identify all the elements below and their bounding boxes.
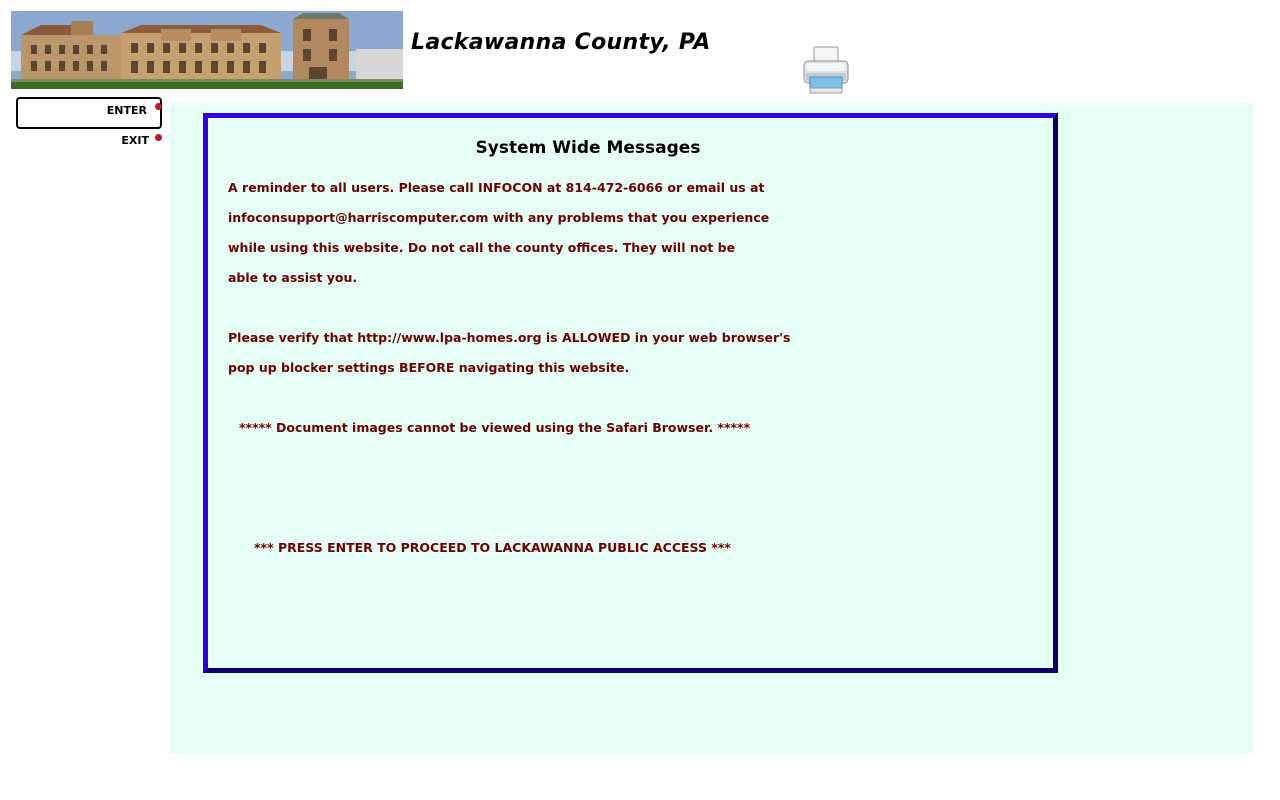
message-line: infoconsupport@harriscomputer.com with any problems that you experience <box>228 210 770 225</box>
safari-warning: ***** Document images cannot be viewed using the Safari Browser. ***** <box>239 420 751 435</box>
printer-icon[interactable] <box>800 44 852 96</box>
message-line: able to assist you. <box>228 270 358 285</box>
messages-title: System Wide Messages <box>475 138 701 158</box>
nav-bullet-icon <box>155 103 162 110</box>
nav-enter-button[interactable] <box>16 97 162 129</box>
nav-exit-label: EXIT <box>121 134 149 147</box>
nav-enter-label: ENTER <box>106 104 147 117</box>
proceed-instruction: *** PRESS ENTER TO PROCEED TO LACKAWANNA PUBLIC ACCESS *** <box>254 540 731 555</box>
site-title: Lackawanna County, PA <box>411 30 711 55</box>
message-line: pop up blocker settings BEFORE navigating this website. <box>228 360 630 375</box>
message-line: Please verify that http://www.lpa-homes.org is ALLOWED in your web browser's <box>228 330 791 345</box>
message-line: A reminder to all users. Please call INFOCON at 814-472-6066 or email us at <box>228 180 765 195</box>
nav-exit-button[interactable] <box>16 131 162 163</box>
system-messages-panel <box>203 113 1058 673</box>
message-line: while using this website. Do not call the county offices. They will not be <box>228 240 736 255</box>
nav-bullet-icon <box>155 134 162 141</box>
courthouse-banner-image <box>11 11 403 89</box>
